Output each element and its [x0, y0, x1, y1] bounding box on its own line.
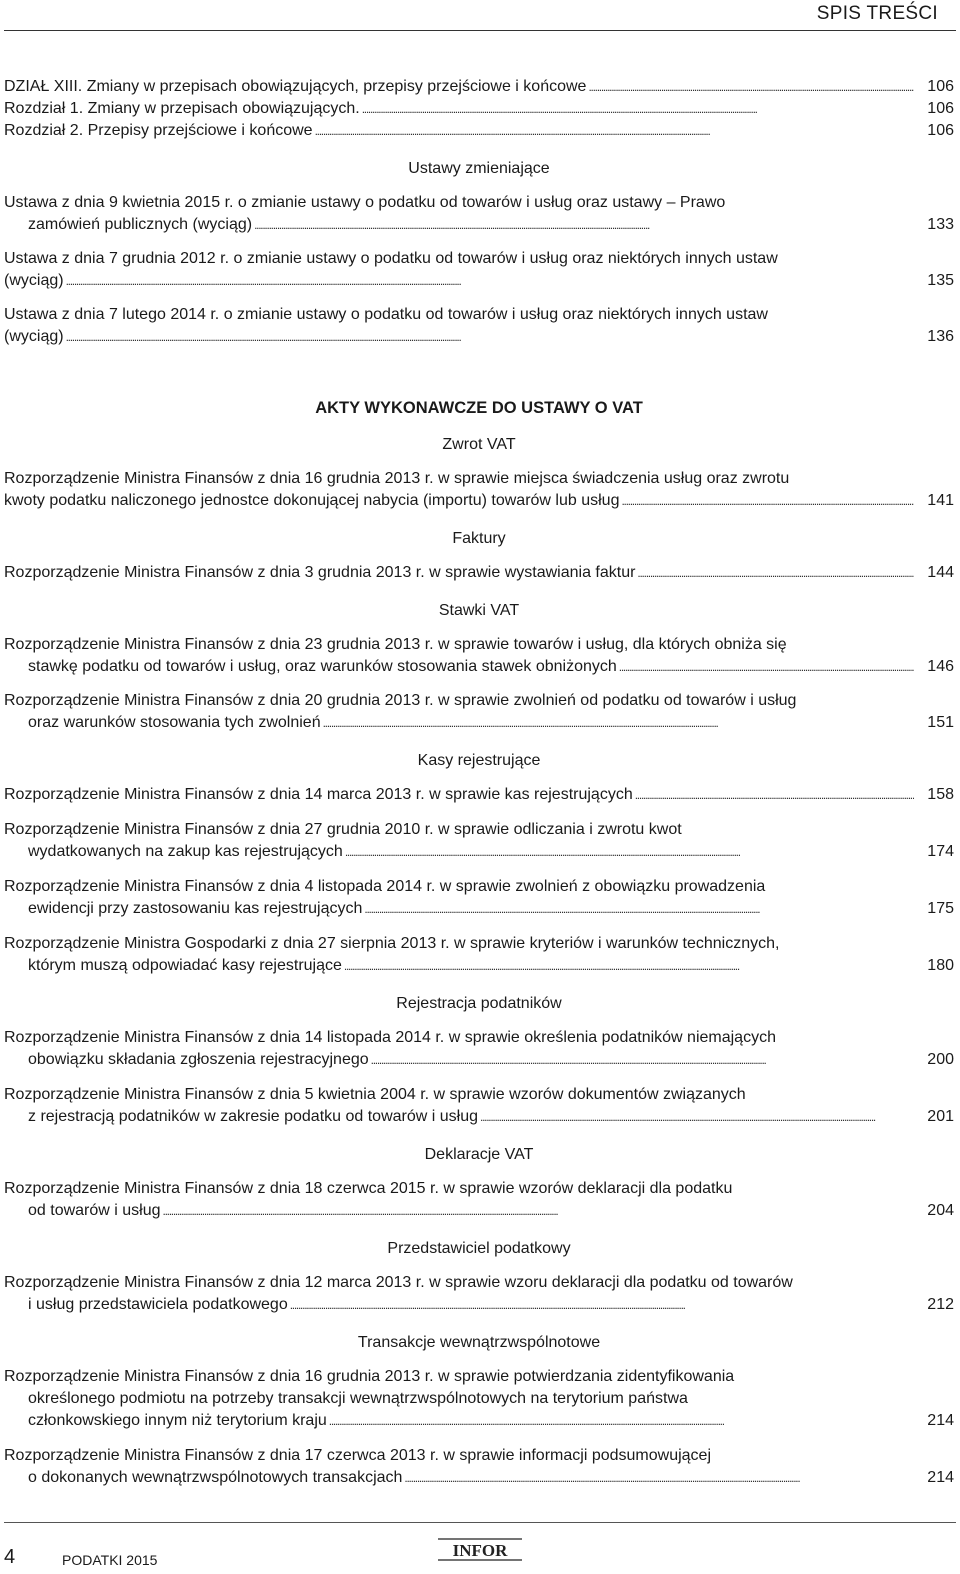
toc-entry-text: Rozporządzenie Ministra Finansów z dnia 18 czerwca 2015 r. w sprawie wzorów deklaracji dla podatku [4, 1180, 733, 1197]
toc-entry-text-cont: (wyciąg) [4, 272, 64, 289]
dot-leader [362, 98, 914, 120]
toc-entry-text: Rozporządzenie Ministra Finansów z dnia 5 kwietnia 2004 r. w sprawie wzorów dokumentów związanych [4, 1086, 746, 1103]
toc-entry-text-cont: i usług przedstawiciela podatkowego [28, 1296, 288, 1313]
page-title: SPIS TREŚCI [816, 3, 938, 24]
section-heading: Deklaracje VAT [424, 1146, 534, 1163]
toc-entry[interactable] [4, 1272, 954, 1316]
dot-leader [480, 1106, 914, 1128]
page-header [0, 0, 960, 32]
toc-entry[interactable] [4, 933, 954, 977]
toc-entry[interactable] [4, 76, 954, 98]
toc-page-number: 214 [927, 1412, 954, 1429]
dot-leader [163, 1200, 914, 1222]
dot-leader [635, 784, 914, 806]
table-of-contents [4, 76, 954, 1489]
publication-name: PODATKI 2015 [62, 1552, 158, 1568]
toc-entry-text: Rozporządzenie Ministra Finansów z dnia 3 grudnia 2013 r. w sprawie wystawiania faktur [4, 564, 636, 581]
toc-page-number: 144 [927, 564, 954, 581]
section-heading: Przedstawiciel podatkowy [387, 1240, 571, 1257]
toc-entry-text: Rozporządzenie Ministra Finansów z dnia 16 grudnia 2013 r. w sprawie potwierdzania zidentyfikowania [4, 1368, 735, 1385]
toc-entry[interactable] [4, 120, 954, 142]
section-heading: Kasy rejestrujące [417, 752, 541, 769]
toc-entry[interactable] [4, 248, 954, 292]
toc-entry-text-cont: wydatkowanych na zakup kas rejestrujących [28, 843, 343, 860]
toc-page-number: 106 [927, 100, 954, 117]
logo-text: INFOR [452, 1541, 508, 1560]
toc-entry-text: Ustawa z dnia 9 kwietnia 2015 r. o zmianie ustawy o podatku od towarów i usług oraz ustawy – Prawo [4, 194, 726, 211]
toc-entry[interactable] [4, 1445, 954, 1489]
toc-page-number: 204 [927, 1202, 954, 1219]
toc-entry[interactable] [4, 468, 954, 512]
dot-leader [371, 1049, 914, 1071]
infor-logo [436, 1536, 524, 1562]
toc-page-number: 180 [927, 957, 954, 974]
toc-entry-text-cont: oraz warunków stosowania tych zwolnień [28, 714, 321, 731]
toc-page-number: 212 [927, 1296, 954, 1313]
toc-entry[interactable] [4, 876, 954, 920]
toc-entry[interactable] [4, 304, 954, 348]
toc-entry[interactable] [4, 1178, 954, 1222]
toc-entry-text-cont: stawkę podatku od towarów i usług, oraz warunków stosowania stawek obniżonych [28, 658, 617, 675]
section-heading: Faktury [452, 530, 506, 547]
header-rule [4, 30, 956, 31]
toc-entry[interactable] [4, 1027, 954, 1071]
dot-leader [619, 656, 914, 678]
dot-leader [323, 712, 914, 734]
toc-entry-text: Rozporządzenie Ministra Gospodarki z dnia 27 sierpnia 2013 r. w sprawie kryteriów i warunków technicznych, [4, 935, 780, 952]
toc-entry-text-cont: określonego podmiotu na potrzeby transakcji wewnątrzwspólnotowych na terytorium państwa [28, 1390, 688, 1407]
toc-page-number: 136 [927, 328, 954, 345]
toc-entry[interactable] [4, 690, 954, 734]
toc-entry-text-cont: ewidencji przy zastosowaniu kas rejestrujących [28, 900, 363, 917]
toc-entry-text: Rozporządzenie Ministra Finansów z dnia 27 grudnia 2010 r. w sprawie odliczania i zwrotu kwot [4, 821, 682, 838]
dot-leader [290, 1294, 914, 1316]
dot-leader [315, 120, 914, 142]
section-heading: Stawki VAT [438, 602, 520, 619]
toc-entry-text: Rozporządzenie Ministra Finansów z dnia 17 czerwca 2013 r. w sprawie informacji podsumowującej [4, 1447, 711, 1464]
toc-page-number: 141 [927, 492, 954, 509]
toc-page-number: 200 [927, 1051, 954, 1068]
toc-entry-text-cont: członkowskiego innym niż terytorium kraju [28, 1412, 327, 1429]
toc-entry-text: Rozporządzenie Ministra Finansów z dnia 23 grudnia 2013 r. w sprawie towarów i usług, dla których obniża się [4, 636, 787, 653]
page-number: 4 [4, 1546, 16, 1568]
section-heading: Rejestracja podatników [396, 995, 562, 1012]
toc-page-number: 106 [927, 78, 954, 95]
toc-entry-text-cont: którym muszą odpowiadać kasy rejestrujące [28, 957, 342, 974]
toc-entry-text-cont: zamówień publicznych (wyciąg) [28, 216, 253, 233]
dot-leader [329, 1410, 914, 1432]
toc-page-number: 151 [927, 714, 954, 731]
toc-entry-text: DZIAŁ XIII. Zmiany w przepisach obowiązujących, przepisy przejściowe i końcowe [4, 78, 587, 95]
toc-entry-text: Rozporządzenie Ministra Finansów z dnia 12 marca 2013 r. w sprawie wzoru deklaracji dla podatku od towarów [4, 1274, 793, 1291]
dot-leader [588, 76, 914, 98]
toc-entry[interactable] [4, 819, 954, 863]
toc-entry-text-cont: (wyciąg) [4, 328, 64, 345]
toc-entry-text: Rozporządzenie Ministra Finansów z dnia 4 listopada 2014 r. w sprawie zwolnień z obowiązku prowadzenia [4, 878, 766, 895]
toc-entry[interactable] [4, 784, 954, 806]
section-heading: Zwrot VAT [442, 436, 516, 453]
toc-entry-text: Rozporządzenie Ministra Finansów z dnia 14 listopada 2014 r. w sprawie określenia podatników niemających [4, 1029, 776, 1046]
dot-leader [345, 841, 914, 863]
toc-entry-text: Rozporządzenie Ministra Finansów z dnia 14 marca 2013 r. w sprawie kas rejestrujących [4, 786, 633, 803]
section-heading: Transakcje wewnątrzwspólnotowe [357, 1334, 601, 1351]
part-title: AKTY WYKONAWCZE DO USTAWY O VAT [315, 399, 643, 417]
dot-leader [637, 562, 914, 584]
toc-entry-text-cont: od towarów i usług [28, 1202, 161, 1219]
section-heading: Ustawy zmieniające [408, 160, 550, 177]
toc-entry[interactable] [4, 98, 954, 120]
toc-entry-text: Rozporządzenie Ministra Finansów z dnia 16 grudnia 2013 r. w sprawie miejsca świadczenia usług oraz zwrotu [4, 470, 790, 487]
toc-entry-text-cont: o dokonanych wewnątrzwspólnotowych transakcjach [28, 1469, 403, 1486]
dot-leader [621, 490, 914, 512]
toc-entry-text-cont: kwoty podatku naliczonego jednostce dokonującej nabycia (importu) towarów lub usług [4, 492, 620, 509]
toc-entry-text: Rozdział 1. Zmiany w przepisach obowiązujących. [4, 100, 360, 117]
dot-leader [344, 955, 914, 977]
page-footer [0, 1522, 960, 1574]
toc-entry[interactable] [4, 1084, 954, 1128]
toc-entry-text-cont: z rejestracją podatników w zakresie podatku od towarów i usług [28, 1108, 479, 1125]
dot-leader [254, 214, 914, 236]
toc-page-number: 158 [927, 786, 954, 803]
toc-page-number: 133 [927, 216, 954, 233]
footer-rule [4, 1522, 956, 1523]
toc-page-number: 214 [927, 1469, 954, 1486]
toc-entry[interactable] [4, 562, 954, 584]
dot-leader [66, 270, 914, 292]
toc-entry-text: Rozporządzenie Ministra Finansów z dnia 20 grudnia 2013 r. w sprawie zwolnień od podatku od towarów i usług [4, 692, 797, 709]
toc-entry-text: Ustawa z dnia 7 grudnia 2012 r. o zmianie ustawy o podatku od towarów i usług oraz niektórych innych ustaw [4, 250, 778, 267]
toc-entry[interactable] [4, 1366, 954, 1432]
toc-page-number: 175 [927, 900, 954, 917]
dot-leader [404, 1467, 914, 1489]
toc-entry-text-cont: obowiązku składania zgłoszenia rejestracyjnego [28, 1051, 369, 1068]
dot-leader [66, 326, 914, 348]
dot-leader [364, 898, 914, 920]
toc-page-number: 135 [927, 272, 954, 289]
toc-page-number: 174 [927, 843, 954, 860]
toc-page-number: 146 [927, 658, 954, 675]
toc-entry[interactable] [4, 192, 954, 236]
toc-entry-text: Ustawa z dnia 7 lutego 2014 r. o zmianie ustawy o podatku od towarów i usług oraz niektórych innych ustaw [4, 306, 768, 323]
toc-page-number: 201 [927, 1108, 954, 1125]
toc-entry-text: Rozdział 2. Przepisy przejściowe i końcowe [4, 122, 313, 139]
toc-entry[interactable] [4, 634, 954, 678]
toc-page-number: 106 [927, 122, 954, 139]
